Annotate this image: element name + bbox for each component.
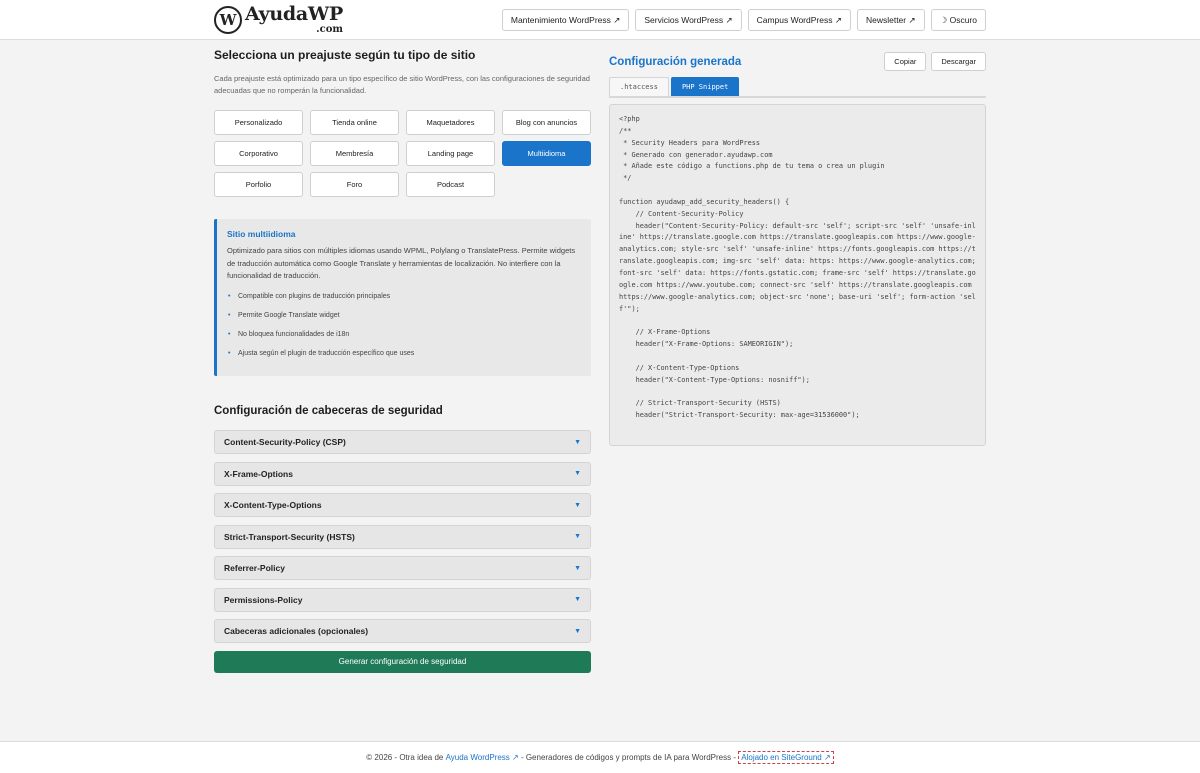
list-item: • Ajusta según el plugin de traducción específico que uses [227,349,581,358]
output-actions [884,52,986,71]
list-item: • Permite Google Translate widget [227,311,581,320]
preset-foro-button[interactable]: Foro [310,172,399,197]
accordion-label: Referrer-Policy [224,563,285,573]
chevron-down-icon: ▼ [574,533,581,540]
presets-description: Cada preajuste está optimizado para un tipo específico de sitio WordPress, con las configuraciones de seguridad adecuadas que no romperán la funcionalidad. [214,74,590,95]
footer-hosting-link[interactable]: Alojado en SiteGround ↗ [738,751,833,764]
list-item: • No bloquea funcionalidades de i18n [227,330,581,339]
preset-grid [214,110,591,197]
chevron-down-icon: ▼ [574,627,581,635]
preset-blog-anuncios-button[interactable]: Blog con anuncios [502,110,591,135]
site-logo[interactable] [214,5,343,35]
info-text: Optimizado para sitios con múltiples idiomas usando WPML, Polylang o TranslatePress. Permite widgets de traducción automática como Google Translate y herramientas de localización. No interfiere con la funcionalidad de traducción. [227,246,576,280]
logo-wordmark [245,5,343,35]
preset-info-box [214,219,591,376]
right-column [609,52,986,446]
generate-config-button[interactable]: Generar configuración de seguridad [214,651,591,673]
tab-htaccess[interactable]: .htaccess [609,77,669,96]
chevron-down-icon: ▼ [574,501,581,509]
left-column [214,48,591,673]
chevron-down-icon: ▼ [574,564,581,572]
info-list [227,292,581,358]
code-output[interactable] [609,104,986,446]
accordion-label: Cabeceras adicionales (opcionales) [224,626,369,636]
preset-podcast-button[interactable]: Podcast [406,172,495,197]
accordion-label: Permissions-Policy [224,594,303,605]
accordion-additional-headers[interactable] [214,619,591,643]
nav-campus-link[interactable]: Campus WordPress ↗ [748,9,851,31]
accordion-x-content-type-options[interactable] [214,493,591,517]
preset-tienda-online-button[interactable]: Tienda online [310,110,399,135]
accordion-label: X-Content-Type-Options [224,500,322,510]
accordion-csp[interactable] [214,430,591,454]
accordion-label: Strict-Transport-Security (HSTS) [224,531,355,542]
accordion-hsts[interactable] [214,525,591,549]
dark-mode-toggle[interactable]: ☽ Oscuro [931,9,986,31]
top-nav [502,9,986,31]
output-header [609,52,986,71]
presets-title: Selecciona un preajuste según tu tipo de sitio [214,48,476,62]
preset-maquetadores-button[interactable]: Maquetadores [406,110,495,135]
logo-main-text: AyudaWP [245,3,343,25]
output-title: Configuración generada [609,55,742,68]
headers-section-title: Configuración de cabeceras de seguridad [214,405,443,417]
nav-mantenimiento-link[interactable]: Mantenimiento WordPress ↗ [502,9,629,31]
nav-servicios-link[interactable]: Servicios WordPress ↗ [635,9,741,31]
logo-mark-icon: W [214,6,242,34]
accordion-label: Content-Security-Policy (CSP) [224,437,346,447]
code-text: <?php /** * Security Headers para WordPress * Generado con generador.ayudawp.com * Añade este código a functions.php de tu tema o crea un plugin */ function ayudawp_add_security_headers() { // Content-Security-Policy header("Content-Security-Policy: default-src 'self'; script-src 'self' 'unsafe-inline' https://translate.google.com https://translate.googleapis.com https://www.google-analytics.com; style-src 'self' 'unsafe-inline' https://fonts.googleapis.com https://translate.googleapis.com; img-src 'self' data: https: https://www.google-analytics.com; font-src 'self' data: https://fonts.gstatic.com; frame-src 'self' https://translate.google.com https://www.youtube.com; connect-src 'self' https://translate.googleapis.com https://www.google-analytics.com; object-src 'none'; base-uri 'self'; form-action 'self'"); // X-Frame-Options header("X-Frame-Options: SAMEORIGIN"); // X-Content-Type-Options header("X-Content-Type-Options: nosniff"); // Strict-Transport-Security (HSTS) header("Strict-Transport-Security: max-age=31536000"); [619,115,976,420]
site-footer [0,741,1200,773]
accordion-label: X-Frame-Options [224,468,293,479]
copy-button[interactable]: Copiar [884,52,926,71]
preset-corporativo-button[interactable]: Corporativo [214,141,303,166]
download-button[interactable]: Descargar [931,52,986,71]
headers-accordion [214,430,591,643]
info-title: Sitio multiidioma [227,229,296,239]
list-item: • Compatible con plugins de traducción principales [227,292,581,301]
chevron-down-icon: ▼ [574,438,581,446]
output-tabs [609,77,986,98]
accordion-x-frame-options[interactable] [214,462,591,486]
preset-membresia-button[interactable]: Membresía [310,141,399,166]
footer-prefix: © 2026 - Otra idea de [366,753,444,762]
footer-middle: - Generadores de códigos y prompts de IA para WordPress - [520,753,737,762]
nav-newsletter-link[interactable]: Newsletter ↗ [857,9,925,31]
preset-landing-page-button[interactable]: Landing page [406,141,495,166]
chevron-down-icon: ▼ [574,470,581,477]
preset-multiidioma-button[interactable]: Multiidioma [502,141,591,166]
tab-php-snippet[interactable]: PHP Snippet [671,77,739,96]
preset-porfolio-button[interactable]: Porfolio [214,172,303,197]
chevron-down-icon: ▼ [574,596,581,603]
site-header [0,0,1200,40]
preset-personalizado-button[interactable]: Personalizado [214,110,303,135]
accordion-permissions-policy[interactable] [214,588,591,612]
footer-ayuda-link[interactable]: Ayuda WordPress ↗ [445,753,519,762]
accordion-referrer-policy[interactable] [214,556,591,580]
logo-sub-text: .com [316,24,343,35]
